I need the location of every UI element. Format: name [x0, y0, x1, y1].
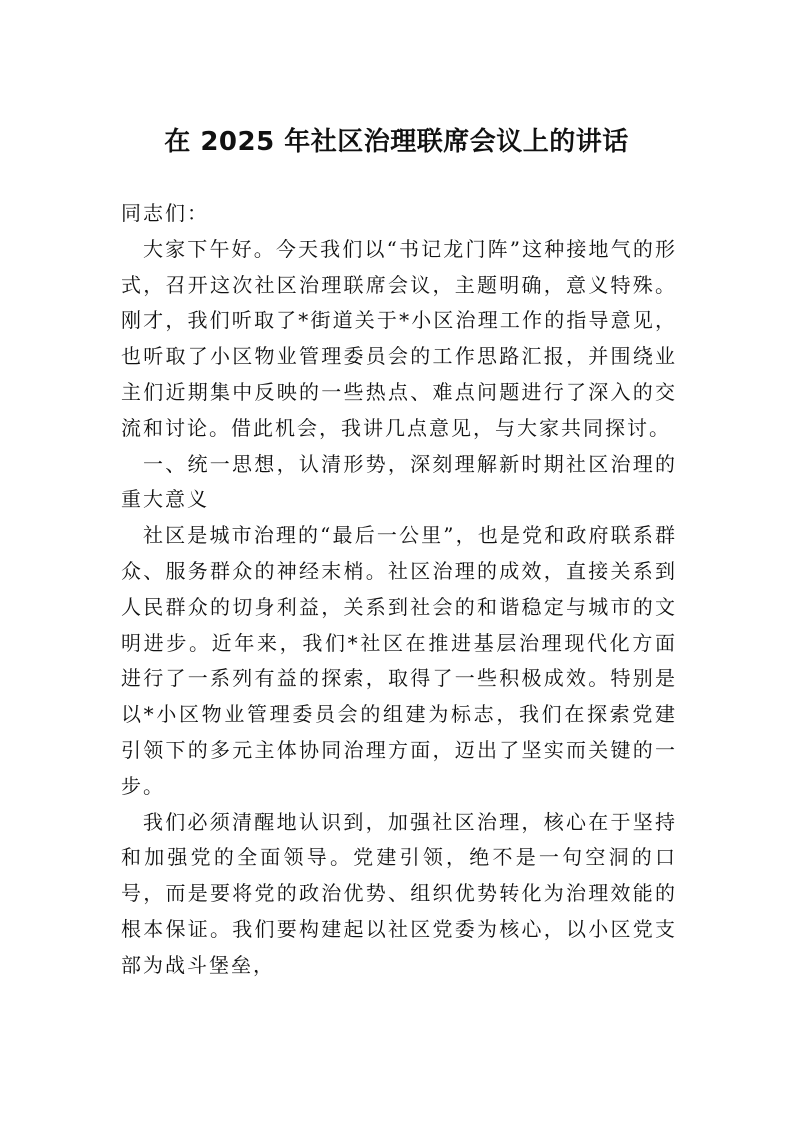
paragraph-party-leadership: 我们必须清醒地认识到，加强社区治理，核心在于坚持和加强党的全面领导。党建引领，绝不是一句空洞的口号，而是要将党的政治优势、组织优势转化为治理效能的根本保证。我们要构建起以社区党委为核心，以小区党支部为战斗堡垒， [121, 809, 677, 977]
document-title: 在 2025 年社区治理联席会议上的讲话 [164, 127, 629, 157]
document-body [121, 196, 677, 984]
paragraph-community-governance: 社区是城市治理的“最后一公里”，也是党和政府联系群众、服务群众的神经末梢。社区治理的成效，直接关系到人民群众的切身利益，关系到社会的和谐稳定与城市的文明进步。近年来，我们*社区在推进基层治理现代化方面进行了一系列有益的探索，取得了一些积极成效。特别是以*小区物业管理委员会的组建为标志，我们在探索党建引领下的多元主体协同治理方面，迈出了坚实而关键的一步。 [121, 523, 677, 798]
section-heading-1: 一、统一思想，认清形势，深刻理解新时期社区治理的重大意义 [121, 451, 677, 512]
paragraph-opening: 大家下午好。今天我们以“书记龙门阵”这种接地气的形式，召开这次社区治理联席会议，主题明确，意义特殊。刚才，我们听取了*街道关于*小区治理工作的指导意见，也听取了小区物业管理委员会的工作思路汇报，并围绕业主们近期集中反映的一些热点、难点问题进行了深入的交流和讨论。借此机会，我讲几点意见，与大家共同探讨。 [121, 236, 677, 440]
greeting: 同志们： [121, 201, 209, 225]
